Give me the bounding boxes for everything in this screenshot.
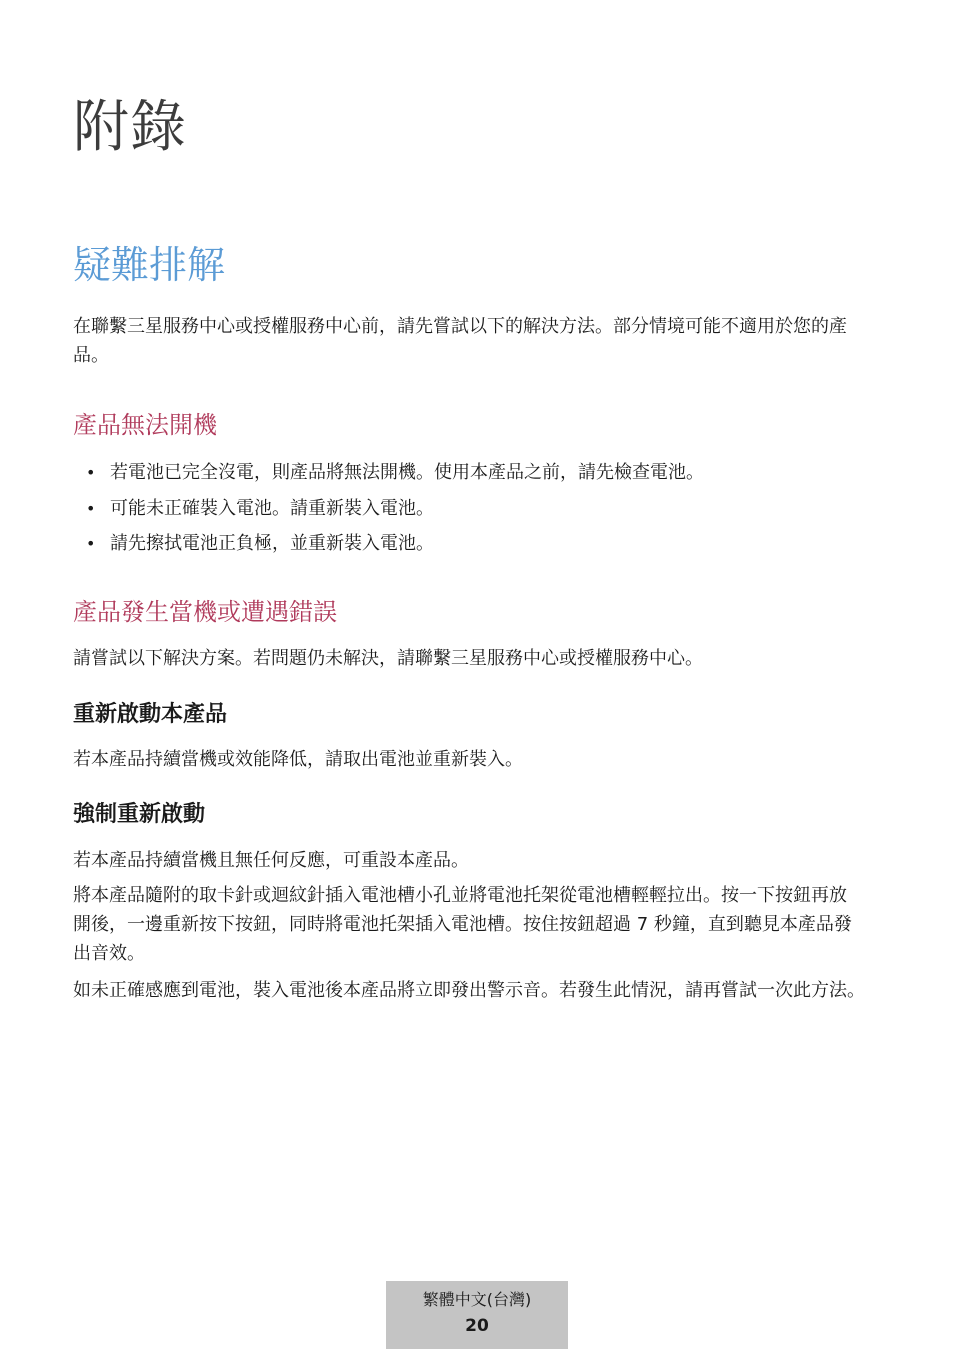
- power-issue-title: 產品無法開機: [73, 411, 217, 439]
- freeze-issue-title: 產品發生當機或遭遇錯誤: [73, 598, 337, 626]
- list-item: [73, 494, 873, 530]
- force-restart-text-1: 若本產品持續當機且無任何反應，可重設本產品。: [73, 850, 469, 871]
- list-item: [73, 458, 873, 494]
- bullet-icon: •: [86, 498, 96, 518]
- force-restart-text-2: 將本產品隨附的取卡針或迴紋針插入電池槽小孔並將電池托架從電池槽輕輕拉出。按一下按鈕再放開後，一邊重新按下按鈕，同時將電池托架插入電池槽。按住按鈕超過 7 秒鐘，直到聽見本產品發出音效。: [73, 885, 852, 964]
- freeze-issue-text: 請嘗試以下解決方案。若問題仍未解決，請聯繫三星服務中心或授權服務中心。: [73, 648, 703, 669]
- bullet-icon: •: [86, 534, 96, 553]
- page-number: 20: [465, 1316, 489, 1336]
- list-item-text: 若電池已完全沒電，則產品將無法開機。使用本產品之前，請先檢查電池。: [110, 462, 704, 483]
- intro-paragraph: 在聯繫三星服務中心或授權服務中心前，請先嘗試以下的解決方法。部分情境可能不適用於您的產品。: [73, 316, 847, 366]
- force-restart-heading: 強制重新啟動: [73, 802, 206, 827]
- restart-heading: 重新啟動本產品: [73, 702, 228, 727]
- page-footer: [386, 1281, 568, 1349]
- footer-language: 繁體中文(台灣): [422, 1290, 532, 1309]
- section-title: 疑難排解: [73, 243, 226, 287]
- list-item-text: 可能未正確裝入電池。請重新裝入電池。: [110, 497, 434, 519]
- bullet-icon: •: [86, 463, 96, 482]
- chapter-title: 附錄: [73, 95, 187, 160]
- power-issue-list: [73, 458, 873, 565]
- force-restart-text-3: 如未正確感應到電池，裝入電池後本產品將立即發出警示音。若發生此情況，請再嘗試一次此方法。: [73, 980, 865, 1001]
- restart-text: 若本產品持續當機或效能降低，請取出電池並重新裝入。: [73, 749, 523, 770]
- list-item-text: 請先擦拭電池正負極，並重新裝入電池。: [110, 533, 434, 554]
- list-item: [73, 529, 873, 565]
